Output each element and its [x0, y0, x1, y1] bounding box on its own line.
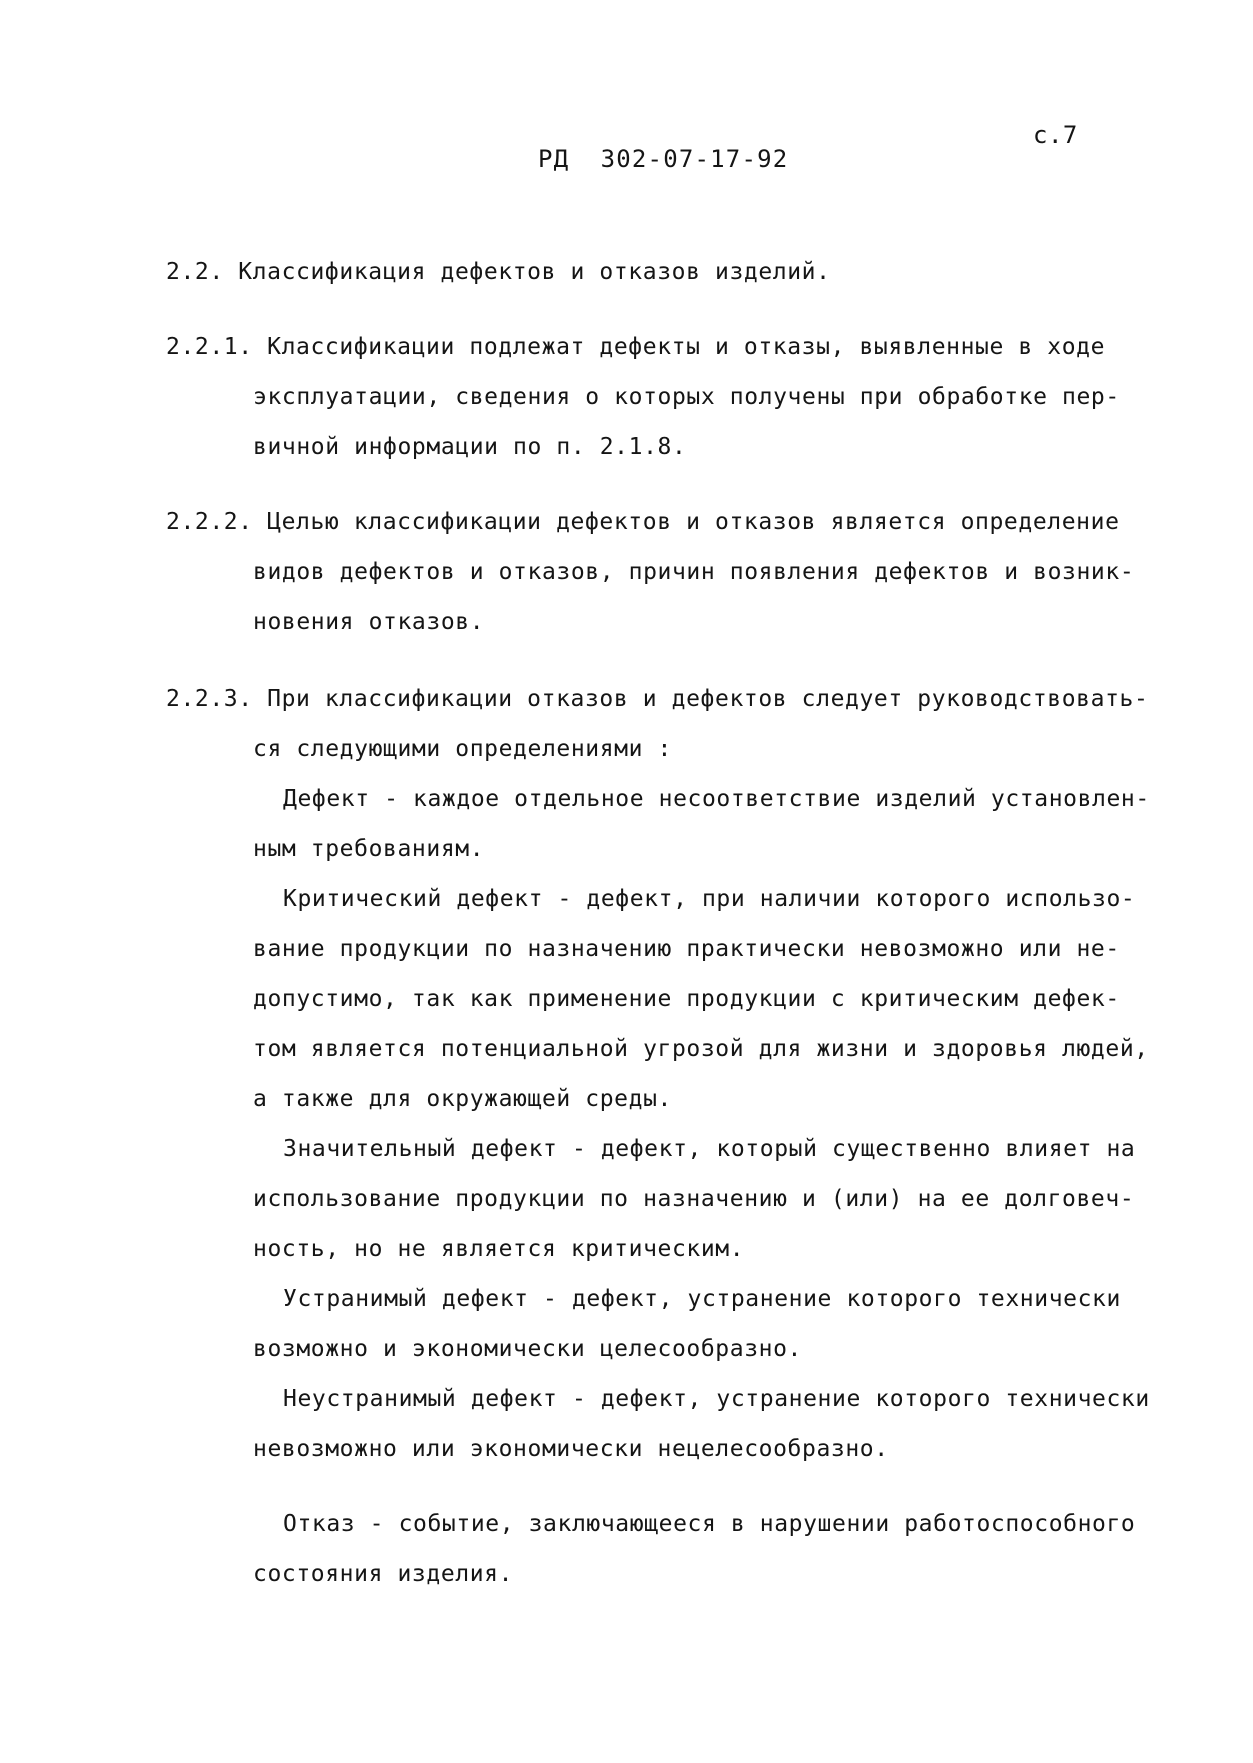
paragraph-2-2-1-line: вичной информации по п. 2.1.8.: [253, 434, 687, 460]
paragraph-2-2-2-line: 2.2.2. Целью классификации дефектов и отказов является определение: [166, 509, 1120, 535]
section-heading: 2.2. Классификация дефектов и отказов изделий.: [166, 259, 831, 285]
definition-removable-defect-line: возможно и экономически целесообразно.: [253, 1336, 802, 1362]
definition-failure-line: Отказ - событие, заключающееся в нарушении работоспособного: [283, 1511, 1136, 1537]
page-number: с.7: [1033, 121, 1078, 149]
paragraph-2-2-2-line: новения отказов.: [253, 609, 485, 635]
definition-significant-defect-line: ность, но не является критическим.: [253, 1236, 745, 1262]
definition-failure-line: состояния изделия.: [253, 1561, 514, 1587]
definition-critical-defect-line: вание продукции по назначению практически невозможно или не-: [253, 936, 1120, 962]
definition-nonremovable-defect-line: невозможно или экономически нецелесообразно.: [253, 1436, 889, 1462]
document-code: РД 302-07-17-92: [538, 145, 789, 173]
definition-significant-defect-line: Значительный дефект - дефект, который существенно влияет на: [283, 1136, 1136, 1162]
definition-nonremovable-defect-line: Неустранимый дефект - дефект, устранение которого технически: [283, 1386, 1150, 1412]
definition-significant-defect-line: использование продукции по назначению и (или) на ее долговеч-: [253, 1186, 1135, 1212]
definition-critical-defect-line: Критический дефект - дефект, при наличии которого использо-: [283, 886, 1136, 912]
paragraph-2-2-1-line: 2.2.1. Классификации подлежат дефекты и отказы, выявленные в ходе: [166, 334, 1106, 360]
definition-defect-line: ным требованиям.: [253, 836, 485, 862]
paragraph-2-2-1-line: эксплуатации, сведения о которых получены при обработке пер-: [253, 384, 1120, 410]
paragraph-2-2-3-line: ся следующими определениями :: [253, 736, 672, 762]
definition-critical-defect-line: допустимо, так как применение продукции с критическим дефек-: [253, 986, 1120, 1012]
definition-removable-defect-line: Устранимый дефект - дефект, устранение которого технически: [283, 1286, 1121, 1312]
paragraph-2-2-3-line: 2.2.3. При классификации отказов и дефектов следует руководствовать-: [166, 686, 1149, 712]
definition-critical-defect-line: том является потенциальной угрозой для жизни и здоровья людей,: [253, 1036, 1149, 1062]
definition-defect-line: Дефект - каждое отдельное несоответствие изделий установлен-: [283, 786, 1150, 812]
paragraph-2-2-2-line: видов дефектов и отказов, причин появления дефектов и возник-: [253, 559, 1135, 585]
definition-critical-defect-line: а также для окружающей среды.: [253, 1086, 672, 1112]
